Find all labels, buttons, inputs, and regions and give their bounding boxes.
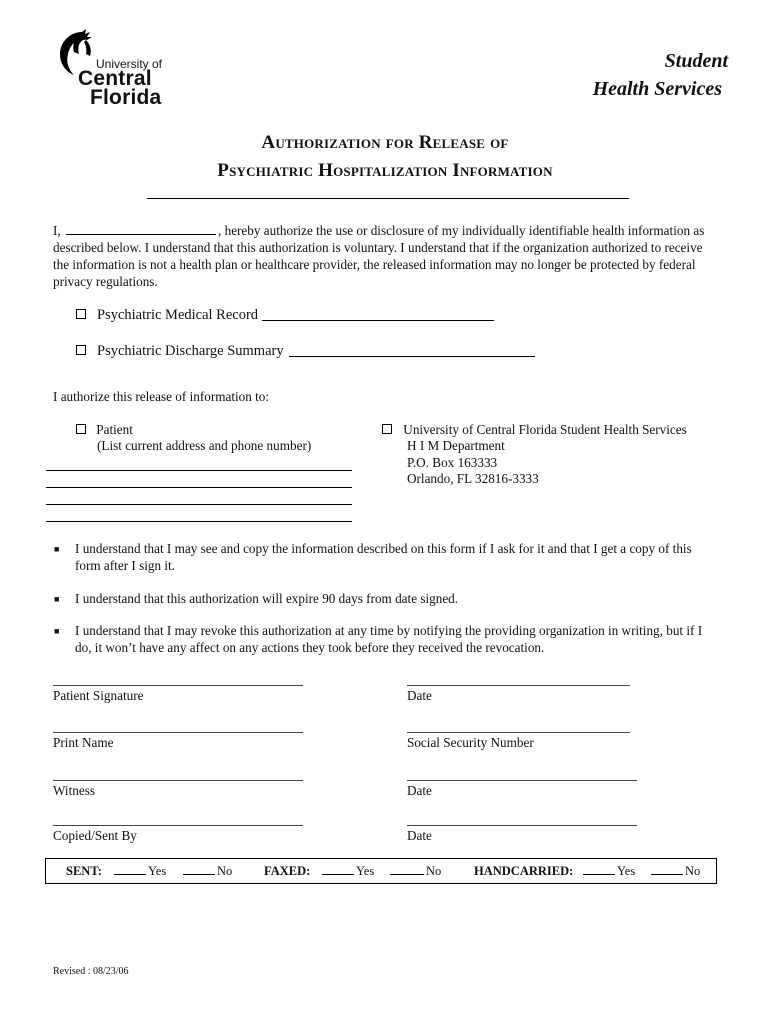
ucf-department: H I M Department [407, 438, 505, 453]
ssn-line[interactable] [407, 732, 630, 733]
record-option-medical[interactable] [76, 306, 258, 324]
logo-text-florida: Florida [90, 86, 162, 109]
bullet-icon: ■ [54, 594, 60, 604]
checkbox-ucf-shs[interactable] [382, 424, 392, 434]
title-divider [147, 198, 629, 199]
record-label-medical: Psychiatric Medical Record [97, 307, 259, 323]
handcarried-label: HANDCARRIED: [474, 864, 574, 878]
print-name-label: Print Name [53, 735, 114, 750]
date-line-1[interactable] [407, 685, 630, 686]
checkbox-medical-record[interactable] [76, 309, 86, 319]
address-line-3[interactable] [46, 504, 352, 505]
patient-signature-label: Patient Signature [53, 688, 144, 703]
faxed-yes-option[interactable]: Yes [322, 864, 374, 879]
date-label-1: Date [407, 688, 432, 703]
checkbox-patient[interactable] [76, 424, 86, 434]
patient-note: (List current address and phone number) [97, 438, 312, 453]
sent-yes-option[interactable]: Yes [114, 864, 166, 879]
bullet-icon: ■ [54, 626, 60, 636]
witness-label: Witness [53, 783, 95, 798]
bullet-text-3: I understand that I may revoke this authorization at any time by notifying the providing organization in writing, but if I do, it won’t have any affect on any actions they took before they received the revocation. [75, 623, 703, 655]
ucf-option[interactable] [382, 422, 687, 439]
date-line-2[interactable] [407, 780, 637, 781]
patient-option[interactable] [76, 422, 133, 439]
ucf-label: University of Central Florida Student Health Services [403, 422, 687, 437]
delivery-status-box [45, 858, 717, 884]
print-name-line[interactable] [53, 732, 303, 733]
sent-label: SENT: [66, 864, 102, 878]
ssn-label: Social Security Number [407, 735, 534, 750]
date-label-3: Date [407, 828, 432, 843]
department-line-2: Health Services [592, 78, 722, 100]
logo-text-university-of: University of [96, 57, 163, 71]
intro-prefix: I, [53, 223, 61, 238]
bullet-text-1: I understand that I may see and copy the information described on this form if I ask for it and that I get a copy of this form after I sign it. [75, 541, 692, 573]
address-line-2[interactable] [46, 487, 352, 488]
ucf-city: Orlando, FL 32816-3333 [407, 471, 539, 486]
address-line-4[interactable] [46, 521, 352, 522]
record-label-discharge: Psychiatric Discharge Summary [97, 343, 284, 359]
bullet-text-2: I understand that this authorization will expire 90 days from date signed. [75, 591, 459, 606]
discharge-summary-blank-line[interactable] [289, 356, 535, 357]
ucf-po-box: P.O. Box 163333 [407, 455, 498, 470]
intro-text: , hereby authorize the use or disclosure of my individually identifiable health information as described below. I understand that this authorization is voluntary. I understand that if the organization authorized to receive the information is not a health plan or healthcare provider, the released information may no longer be protected by federal privacy regulations. [53, 223, 705, 289]
sent-no-option[interactable]: No [183, 864, 232, 879]
copied-sent-by-line[interactable] [53, 825, 303, 826]
date-label-2: Date [407, 783, 432, 798]
authorize-to-label: I authorize this release of information to: [53, 389, 270, 404]
witness-line[interactable] [53, 780, 303, 781]
address-line-1[interactable] [46, 470, 352, 471]
handcarried-yes-option[interactable]: Yes [583, 864, 635, 879]
faxed-no-option[interactable]: No [390, 864, 441, 879]
patient-signature-line[interactable] [53, 685, 303, 686]
medical-record-blank-line[interactable] [262, 320, 494, 321]
bullet-icon: ■ [54, 544, 60, 554]
name-blank-field[interactable] [66, 224, 216, 235]
intro-paragraph [53, 222, 713, 290]
logo-text-central: Central [78, 67, 152, 90]
form-title-line-2: Psychiatric Hospitalization Information [217, 160, 553, 181]
date-line-3[interactable] [407, 825, 637, 826]
form-title-line-1: Authorization for Release of [261, 132, 509, 153]
copied-sent-by-label: Copied/Sent By [53, 828, 137, 843]
revised-date: Revised : 08/23/06 [53, 966, 129, 977]
faxed-label: FAXED: [264, 864, 311, 878]
checkbox-discharge-summary[interactable] [76, 345, 86, 355]
department-line-1: Student [664, 50, 728, 72]
handcarried-no-option[interactable]: No [651, 864, 700, 879]
patient-label: Patient [96, 422, 133, 437]
record-option-discharge[interactable] [76, 342, 284, 360]
